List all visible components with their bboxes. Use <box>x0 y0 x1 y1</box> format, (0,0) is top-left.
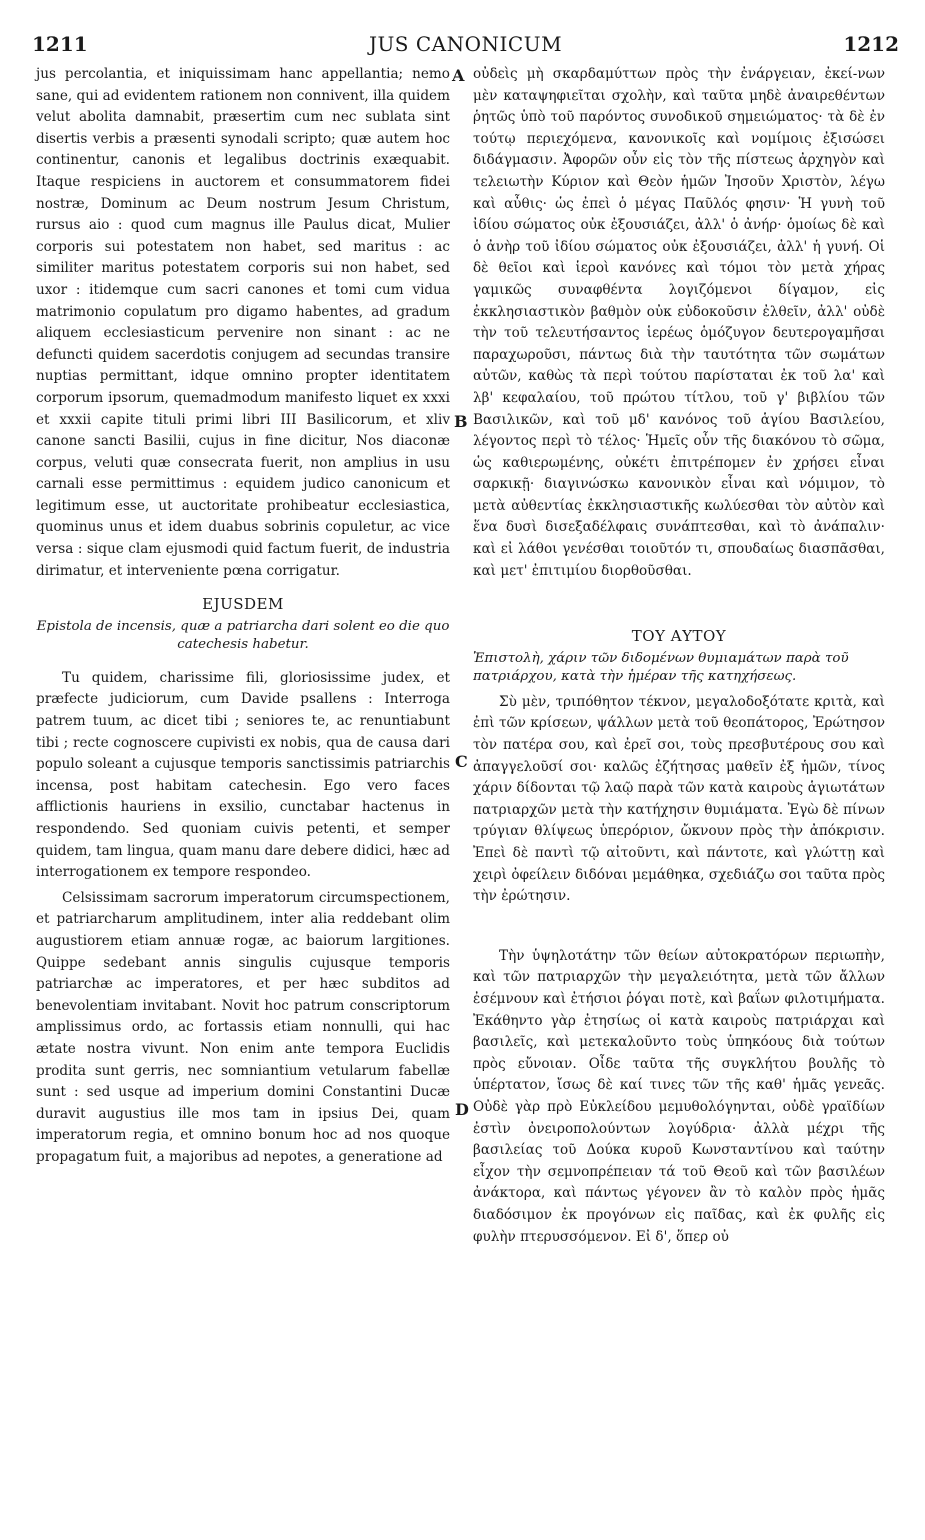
right-page-number: 1212 <box>843 32 899 56</box>
latin-paragraph-2: Tu quidem, charissime fili, gloriosissime judex, et præfecte judiciorum, cum Davide psallens : Interroga patrem tuum, ac dicet tibi ; seniores te, ac renuntiabunt tibi ; recte cognoscere cupivisti ex nobis, qua de causa dari populo soleant a cujusque temporis sanctissimis patriarchis incensa, post habitam catechesin. Ego vero faces afflictionis hauriens in exsilio, cunctabar hactenus in respondendo. Sed quoniam cuivis petenti, et semper quidem, tam lingua, quam manu dare debere didici, hæc ad interrogationem ex tempore respondeo. <box>36 669 450 881</box>
latin-paragraph-3: Celsissimam sacrorum imperatorum circumspectionem, et patriarcharum amplitudinem, inter alia reddebant olim augustiorem etiam annuæ rogæ, ac baiorum largitiones. Quippe sedebant annis singulis cujusque temporis patriarchæ ac imperatores, et per hæc subditos ad benevolentiam invitabant. Novit hoc patrum conscriptorum amplissimus ordo, ac fortassis etiam nonnulli, qui hac ætate nostra vivunt. Non enim ante tempora Euclidis prodita sunt gerris, nec somniantium vetularum fabellæ sunt : sed usque ad imperium domini Constantini Ducæ duravit augustius ille mos tam in ipsius Dei, quam imperatorum regia, et omnino bonum hoc ad nos quoque propagatum fuit, a majoribus ad nepotes, a generatione ad <box>36 889 450 1165</box>
greek-section-subtitle: Ἐπιστολὴ, χάριν τῶν διδομένων θυμιαμάτων παρὰ τοῦ πατριάρχου, κατὰ τὴν ἡμέραν τῆς κατηχήσεως. <box>473 650 849 684</box>
left-page-number: 1211 <box>32 32 88 56</box>
latin-paragraph-1: jus percolantia, et iniquissimam hanc appellantia; nemo sane, qui ad evidentem rationem non connivent, illa quidem velut abolita damnabit, præsertim cum nec sublata sint disertis verbis a præsenti synodali scripto; quæ autem hoc continentur, canonis et legalibus doctrinis exæquabit. Itaque respiciens in auctorem et consummatorem fidei nostræ, Dominum ac Deum nostrum Jesum Christum, rursus aio : quod cum magnus ille Paulus dicat, Mulier corporis sui potestatem non habet, sed maritus : ac similiter maritus potestatem corporis sui non habet, sed uxor : itidemque cum sacri canones et tomi cum vidua matrimonio copulatum pro digamo habentes, ad gradum aliquem ecclesiasticum pervenire non sinant : ac ne defuncti quidem sacerdotis conjugem ad secundas transire nuptias permittant, idque omnino propter identitatem corporum ipsorum, quemadmodum manifesto liquet ex xxxi et xxxii capite tituli primi libri III Basilicorum, et xliv canone sancti Basilii, cujus in fine dicitur, Nos diaconæ corpus, veluti quæ consecrata fuerit, non amplius in usu carnali esse permittimus : equidem judico canonicum et legitimum esse, ut auctoritate prohibeatur ecclesiastica, quominus unus et idem duabus sobrinis copuletur, ac vice versa : sique clam ejusmodi quid factum fuerit, de industria dirimatur, et interveniente pœna corrigatur. <box>36 66 450 579</box>
greek-paragraph-1: οὐδεὶς μὴ σκαρδαμύττων πρὸς τὴν ἐνάργειαν, ἐκεί-νων μὲν καταψηφιεῖται σχολὴν, καὶ ταῦτα μηδὲ ἀναιρεθέντων ῥητῶς ὑπὸ τοῦ παρόντος συνοδικοῦ σημειώματος· τὰ δὲ ἐν τούτῳ περιεχόμενα, κανονικοῖς καὶ νομίμοις ἐξισώσει διδάγμασιν. Ἀφορῶν οὖν εἰς τὸν τῆς πίστεως ἀρχηγὸν καὶ τελειωτὴν Κύριον καὶ Θεὸν ἡμῶν Ἰησοῦν Χριστὸν, λέγω καὶ αὖθις· ὡς ἐπεὶ ὁ μέγας Παῦλός φησιν· Ἡ γυνὴ τοῦ ἰδίου σώματος οὐκ ἐξουσιάζει, ἀλλ' ὁ ἀνήρ· ὁμοίως δὲ καὶ ὁ ἀνὴρ τοῦ ἰδίου σώματος οὐκ ἐξουσιάζει, ἀλλ' ἡ γυνή. Οἱ δὲ θεῖοι καὶ ἱεροὶ κανόνες καὶ τόμοι τὸν μετὰ χήρας γαμικῶς συναφθέντα λογιζόμενοι δίγαμον, εἰς ἐκκλησιαστικὸν βαθμὸν οὐκ εὐδοκοῦσιν ἐλθεῖν, ἀλλ' οὐδὲ τὴν τοῦ τελευτήσαντος ἱερέως ὁμόζυγον δευτερογαμῆσαι παραχωροῦσι, πάντως διὰ τὴν ταυτότητα τῶν σωμάτων αὐτῶν, καθὼς τὰ περὶ τούτου παρίσταται ἐκ τοῦ λα' καὶ λβ' κεφαλαίου, τοῦ πρώτου τίτλου, τοῦ γ' βιβλίου τῶν Βασιλικῶν, καὶ τοῦ μδ' κανόνος τοῦ ἁγίου Βασιλείου, λέγοντος περὶ τὸ τέλος· Ἡμεῖς οὖν τῆς διακόνου τὸ σῶμα, ὡς καθιερωμένης, οὐκέτι ἐπιτρέπομεν ἐν χρήσει εἶναι σαρκικῇ· διαγινώσκω κανονικὸν εἶναι καὶ νόμιμον, τὸ μετὰ αὐθεντίας ἐκκλησιαστικῆς κωλύεσθαι τὸν αὐτὸν καὶ ἕνα δυσὶ δισεξαδέλφαις συνάπτεσθαι, καὶ τὸ ἀνάπαλιν· καὶ εἰ λάθοι γενέσθαι τοιοῦτόν τι, σπουδαίως διασπᾶσθαι, καὶ μετ' ἐπιτιμίου διορθοῦσθαι. <box>473 66 885 579</box>
greek-column <box>473 64 885 1248</box>
latin-section-title: EJUSDEM <box>202 595 284 614</box>
greek-section-title: ΤΟΥ ΑΥΤΟΥ <box>631 627 727 646</box>
margin-marker-b: B <box>454 412 468 431</box>
latin-section-subtitle: Epistola de incensis, quæ a patriarcha dari solent eo die quo catechesis habetur. <box>36 618 450 652</box>
margin-marker-d: D <box>455 1100 469 1119</box>
latin-column <box>36 64 450 1169</box>
running-title: JUS CANONICUM <box>368 32 563 56</box>
greek-paragraph-3: Τὴν ὑψηλοτάτην τῶν θείων αὐτοκρατόρων περιωπὴν, καὶ τῶν πατριαρχῶν τὴν μεγαλειότητα, μετὰ τῶν ἄλλων ἐσέμνουν καὶ ἐτήσιοι ῥόγαι ποτὲ, καὶ βαΐων φιλοτιμήματα. Ἐκάθηντο γὰρ ἐτησίως οἱ κατὰ καιροὺς πατριάρχαι καὶ βασιλεῖς, καὶ μετεκαλοῦντο τοὺς ὑπηκόους διὰ τούτων πρὸς εὔνοιαν. Οἶδε ταῦτα τῆς συγκλήτου βουλῆς τὸ ὑπέρτατον, ἴσως δὲ καί τινες τῶν τῆς καθ' ἡμᾶς γενεᾶς. Οὐδὲ γὰρ πρὸ Εὐκλείδου μεμυθολόγηνται, οὐδὲ γραϊδίων ἐστὶν ὀνειροπολούντων λογύδρια· ἀλλὰ μέχρι τῆς βασιλείας τοῦ Δούκα κυροῦ Κωνσταντίνου καὶ ταύτην εἶχον τὴν σεμνοπρέπειαν τά τοῦ Θεοῦ καὶ τῶν βασιλέων ἀνάκτορα, καὶ πάντως γέγονεν ἂν τὸ καλὸν πρὸς ἡμᾶς διαδόσιμον ἐκ προγόνων εἰς παῖδας, καὶ ἐκ φυλῆς εἰς φυλὴν πτερυσσόμενον. Εἰ δ', ὅπερ οὐ <box>473 947 885 1245</box>
margin-marker-a: A <box>452 66 465 85</box>
margin-marker-c: C <box>455 752 468 771</box>
greek-paragraph-2: Σὺ μὲν, τριπόθητον τέκνον, μεγαλοδοξότατε κριτὰ, καὶ ἐπὶ τῶν κρίσεων, ψάλλων μετὰ τοῦ θεοπάτορος, Ἐρώτησον τὸν πατέρα σου, καὶ ἐρεῖ σοι, τοὺς πρεσβυτέρους σου καὶ ἀπαγγελοῦσί σοι· καλῶς ἐζήτησας μαθεῖν ἐξ ἡμῶν, τίνος χάριν δίδονται τῷ λαῷ παρὰ τῶν κατὰ καιροὺς ἁγιωτάτων πατριαρχῶν μετὰ τὴν κατήχησιν θυμιάματα. Ἐγὼ δὲ πίνων τρύγιαν θλίψεως ὑπερόριον, ὤκνουν πρὸς τὴν ἀπόκρισιν. Ἐπεὶ δὲ παντὶ τῷ αἰτοῦντι, καὶ πάντοτε, καὶ γλώττῃ καὶ χειρὶ ὀφείλειν διδόναι μεμάθηκα, σχεδιάζω σοι ταῦτα πρὸς τὴν ἐρώτησιν. <box>473 693 885 905</box>
running-header <box>32 32 899 58</box>
